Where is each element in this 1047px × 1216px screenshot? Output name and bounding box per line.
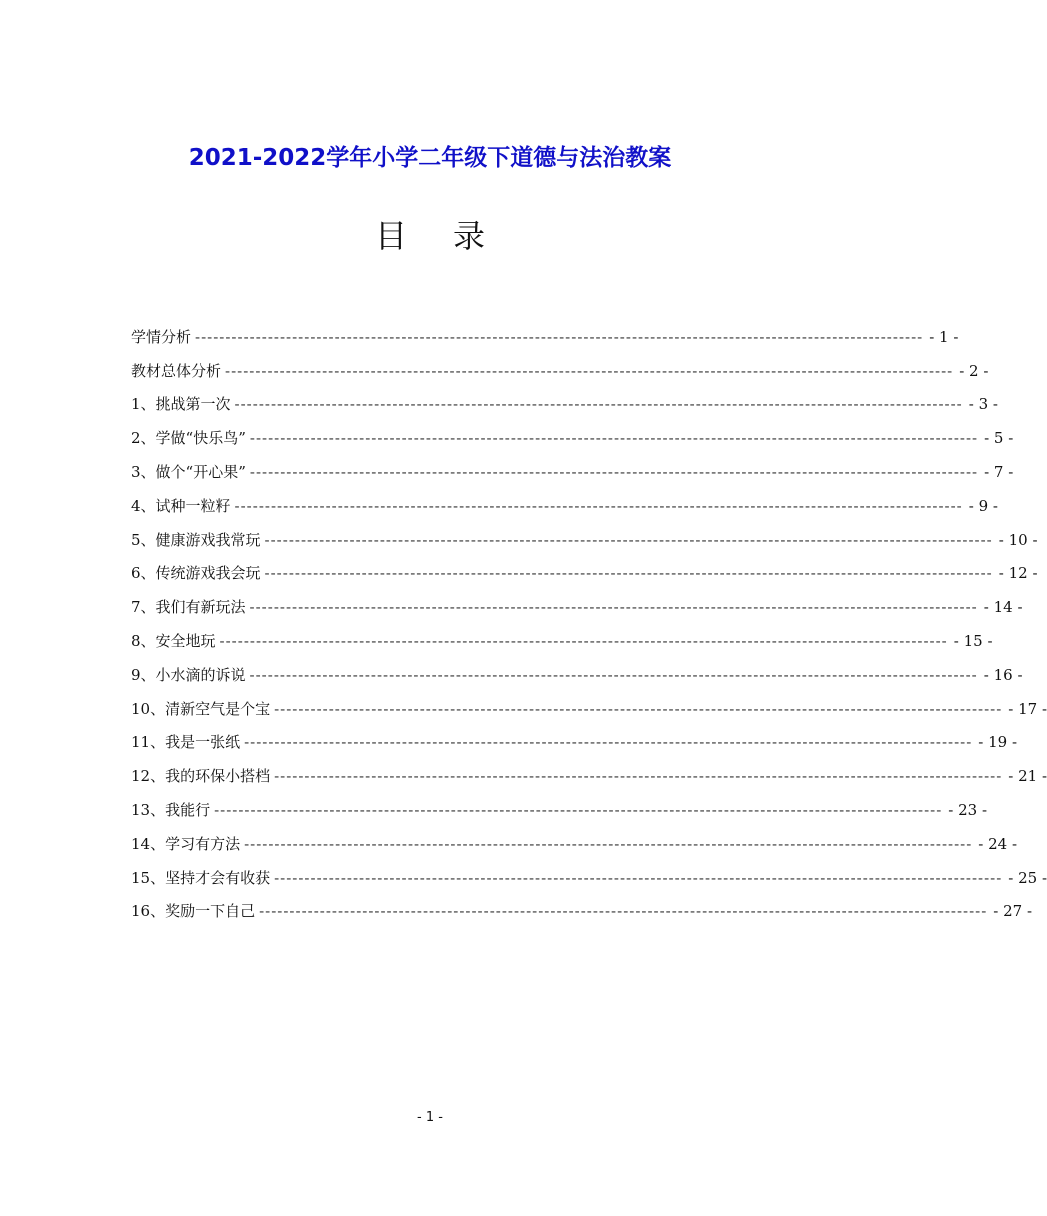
- toc-dot-leader: ------------------------------------------------------------------------------------------------------------------------: [249, 665, 978, 684]
- toc-entry[interactable]: [131, 421, 1014, 455]
- toc-entry[interactable]: [131, 861, 1047, 895]
- toc-entry[interactable]: [131, 827, 1018, 861]
- toc-entry-page: - 2 -: [959, 361, 989, 380]
- page-number: - 1 -: [417, 1110, 443, 1125]
- toc-dot-leader: ------------------------------------------------------------------------------------------------------------------------: [259, 902, 988, 921]
- toc-entry-page: - 19 -: [978, 733, 1018, 752]
- toc-entry[interactable]: [131, 658, 1023, 692]
- toc-entry[interactable]: [131, 489, 998, 523]
- toc-entry-title: 10、清新空气是个宝: [131, 699, 271, 718]
- toc-entry-title: 13、我能行: [131, 801, 211, 820]
- toc-entry-page: - 5 -: [984, 429, 1014, 448]
- toc-dot-leader: ------------------------------------------------------------------------------------------------------------------------: [249, 429, 979, 448]
- toc-entry-page: - 9 -: [968, 496, 998, 515]
- toc-entry-page: - 25 -: [1008, 868, 1047, 887]
- toc-entry-page: - 24 -: [978, 834, 1018, 853]
- toc-entry-title: 15、坚持才会有收获: [131, 868, 271, 887]
- toc-entry[interactable]: [131, 455, 1014, 489]
- toc-entry-title: 11、我是一张纸: [131, 733, 241, 752]
- toc-entry[interactable]: [131, 590, 1023, 624]
- toc-entry[interactable]: [131, 523, 1038, 557]
- toc-entry-title: 1、挑战第一次: [131, 395, 231, 414]
- toc-dot-leader: ------------------------------------------------------------------------------------------------------------------------: [274, 767, 1003, 786]
- toc-dot-leader: ------------------------------------------------------------------------------------------------------------------------: [244, 733, 973, 752]
- toc-dot-leader: ------------------------------------------------------------------------------------------------------------------------: [225, 361, 954, 380]
- toc-entry[interactable]: [131, 354, 989, 388]
- toc-dot-leader: ------------------------------------------------------------------------------------------------------------------------: [234, 496, 963, 515]
- toc-entry-page: - 14 -: [983, 598, 1023, 617]
- toc-entry-page: - 3 -: [968, 395, 998, 414]
- toc-entry-title: 14、学习有方法: [131, 834, 241, 853]
- toc-dot-leader: ------------------------------------------------------------------------------------------------------------------------: [214, 801, 943, 820]
- toc-entry-title: 4、试种一粒籽: [131, 496, 231, 515]
- toc-entry-page: - 15 -: [953, 632, 993, 651]
- toc-entry[interactable]: [131, 895, 1033, 929]
- toc-entry-title: 教材总体分析: [131, 361, 222, 380]
- toc-entry-page: - 10 -: [998, 530, 1038, 549]
- toc-entry-page: - 7 -: [984, 463, 1014, 482]
- toc-entry-title: 16、奖励一下自己: [131, 902, 256, 921]
- toc-entry-title: 5、健康游戏我常玩: [131, 530, 261, 549]
- toc-entry[interactable]: [131, 320, 959, 354]
- toc-entry-title: 12、我的环保小搭档: [131, 767, 271, 786]
- toc-entry[interactable]: [131, 759, 1047, 793]
- toc-dot-leader: ------------------------------------------------------------------------------------------------------------------------: [274, 868, 1003, 887]
- toc-entry-title: 7、我们有新玩法: [131, 598, 246, 617]
- toc-entry[interactable]: [131, 557, 1038, 591]
- toc-entry[interactable]: [131, 624, 993, 658]
- toc-entry-page: - 21 -: [1008, 767, 1047, 786]
- toc-entry-page: - 1 -: [929, 327, 959, 346]
- toc-entry-title: 2、学做“快乐鸟”: [131, 429, 246, 448]
- toc-dot-leader: ------------------------------------------------------------------------------------------------------------------------: [274, 699, 1003, 718]
- toc-entry-title: 9、小水滴的诉说: [131, 665, 246, 684]
- toc-entry-page: - 23 -: [948, 801, 988, 820]
- toc-dot-leader: ------------------------------------------------------------------------------------------------------------------------: [264, 530, 993, 549]
- toc-entry[interactable]: [131, 692, 1047, 726]
- toc-dot-leader: ------------------------------------------------------------------------------------------------------------------------: [249, 598, 978, 617]
- toc-entry[interactable]: [131, 793, 988, 827]
- toc-entry-page: - 27 -: [993, 902, 1033, 921]
- toc-entry-title: 学情分析: [131, 327, 192, 346]
- toc-dot-leader: ------------------------------------------------------------------------------------------------------------------------: [264, 564, 993, 583]
- toc-entry[interactable]: [131, 388, 998, 422]
- document-title: 2021-2022学年小学二年级下道德与法治教案: [188, 145, 672, 171]
- toc-entry-title: 3、做个“开心果”: [131, 463, 246, 482]
- toc-dot-leader: ------------------------------------------------------------------------------------------------------------------------: [234, 395, 963, 414]
- table-of-contents: [131, 320, 1047, 928]
- toc-dot-leader: ------------------------------------------------------------------------------------------------------------------------: [219, 632, 948, 651]
- toc-entry-page: - 16 -: [983, 665, 1023, 684]
- toc-dot-leader: ------------------------------------------------------------------------------------------------------------------------: [244, 834, 973, 853]
- toc-heading: 目录: [374, 217, 531, 255]
- toc-entry-title: 6、传统游戏我会玩: [131, 564, 261, 583]
- toc-entry-page: - 17 -: [1008, 699, 1047, 718]
- toc-dot-leader: ------------------------------------------------------------------------------------------------------------------------: [195, 327, 924, 346]
- toc-dot-leader: ------------------------------------------------------------------------------------------------------------------------: [249, 463, 979, 482]
- toc-entry[interactable]: [131, 726, 1018, 760]
- toc-entry-title: 8、安全地玩: [131, 632, 216, 651]
- toc-entry-page: - 12 -: [998, 564, 1038, 583]
